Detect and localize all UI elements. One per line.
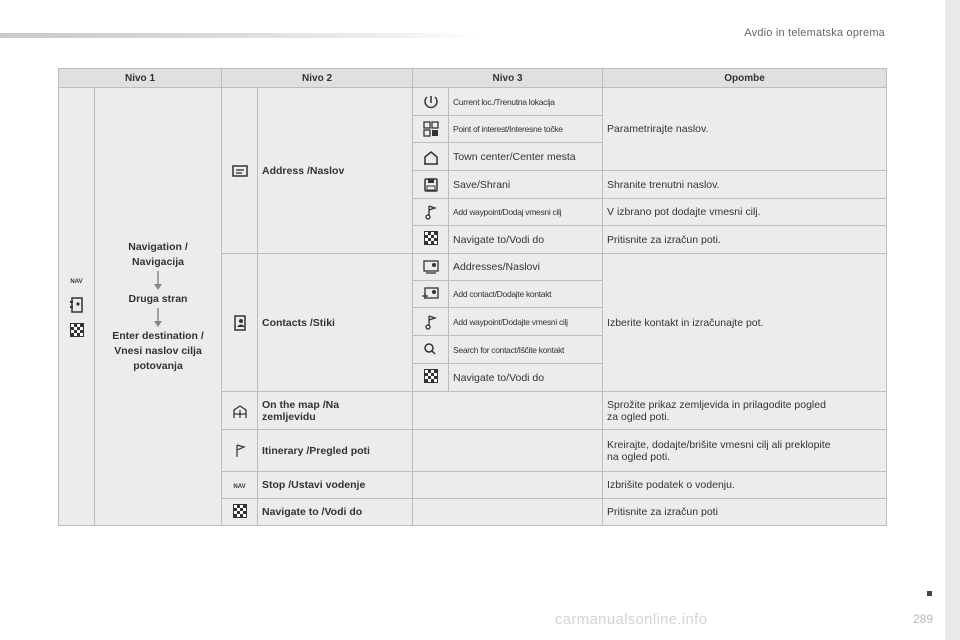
- checkered-flag-icon: [70, 323, 84, 337]
- address-item-save: Save/Shrani: [449, 171, 603, 199]
- contacts-book-icon: [63, 297, 90, 313]
- address-item-current-loc: Current loc./Trenutna lokacija: [449, 88, 603, 116]
- contacts-label: Contacts /Stiki: [258, 254, 413, 392]
- map-icon: [232, 403, 248, 419]
- nav-badge: NAV: [70, 278, 83, 285]
- contacts-icon: [233, 315, 247, 331]
- contacts-item-addresses: Addresses/Naslovi: [449, 254, 603, 281]
- contacts-item-navigate: Navigate to/Vodi do: [449, 364, 603, 392]
- level1-line-6: potovanja: [133, 359, 183, 372]
- flag-icon: [424, 369, 438, 383]
- address-note-save: Shranite trenutni naslov.: [603, 171, 887, 199]
- header-opombe: Opombe: [603, 69, 887, 88]
- poi-icon: [423, 121, 439, 137]
- header-nivo-2: Nivo 2: [222, 69, 413, 88]
- address-label: Address /Naslov: [258, 88, 413, 254]
- header-bar: [0, 33, 480, 38]
- waypoint-icon: [423, 204, 439, 220]
- row-map-label: On the map /Na zemljevidu: [258, 392, 413, 430]
- row-navigate-label: Navigate to /Vodi do: [258, 499, 413, 526]
- add-contact-icon: [422, 287, 440, 301]
- level1-line-2: Navigacija: [132, 255, 184, 268]
- section-title: Avdio in telematska oprema: [744, 27, 885, 39]
- level1-line-5: Vnesi naslov cilja: [114, 344, 202, 357]
- page-edge-strip: [945, 0, 960, 640]
- level1-navigation: [95, 88, 222, 526]
- arrow-down-icon: [153, 271, 163, 291]
- address-note-navigate: Pritisnite za izračun poti.: [603, 226, 887, 254]
- address-item-poi: Point of interest/Interesne točke: [449, 116, 603, 143]
- address-item-town-center: Town center/Center mesta: [449, 143, 603, 171]
- address-note: Parametrirajte naslov.: [603, 88, 887, 171]
- address-note-waypoint: V izbrano pot dodajte vmesni cilj.: [603, 199, 887, 226]
- level1-line-4: Enter destination /: [112, 329, 204, 342]
- row-map-note: Sprožite prikaz zemljevida in prilagodite pogled za ogled poti.: [603, 392, 887, 430]
- town-icon: [423, 149, 439, 165]
- table-header-row: [59, 69, 887, 88]
- save-icon: [424, 178, 438, 192]
- flag-icon: [424, 231, 438, 245]
- arrow-down-icon: [153, 308, 163, 328]
- row-stop-note: Izbrišite podatek o vodenju.: [603, 472, 887, 499]
- address-item-navigate: Navigate to/Vodi do: [449, 226, 603, 254]
- nav-badge: NAV: [233, 483, 246, 490]
- contacts-address-icon: [422, 259, 440, 275]
- location-icon: [423, 94, 439, 110]
- header-nivo-1: Nivo 1: [59, 69, 222, 88]
- contacts-item-waypoint: Add waypoint/Dodajte vmesni cilj: [449, 308, 603, 336]
- page-marker: [927, 591, 932, 596]
- contacts-note: Izberite kontakt in izračunajte pot.: [603, 254, 887, 392]
- contacts-item-search: Search for contact/Iščite kontakt: [449, 336, 603, 364]
- search-contact-icon: [422, 342, 440, 358]
- row-navigate-note: Pritisnite za izračun poti: [603, 499, 887, 526]
- row-stop-label: Stop /Ustavi vodenje: [258, 472, 413, 499]
- row-itinerary-note: Kreirajte, dodajte/brišite vmesni cilj ali preklopite na ogled poti.: [603, 430, 887, 472]
- itinerary-flag-icon: [233, 444, 247, 458]
- level1-icons: [59, 88, 95, 526]
- level1-line-3: Druga stran: [128, 292, 188, 305]
- header-nivo-3: Nivo 3: [413, 69, 603, 88]
- address-keyboard-icon: [232, 164, 248, 178]
- contacts-item-add-contact: Add contact/Dodajte kontakt: [449, 281, 603, 308]
- page-number: 289: [913, 612, 934, 626]
- address-item-waypoint: Add waypoint/Dodaj vmesni cilj: [449, 199, 603, 226]
- level1-line-1: Navigation /: [128, 240, 188, 253]
- watermark: carmanualsonline.info: [555, 611, 708, 628]
- menu-table: [58, 68, 887, 526]
- flag-icon: [233, 504, 247, 518]
- row-itinerary-label: Itinerary /Pregled poti: [258, 430, 413, 472]
- waypoint-icon: [423, 314, 439, 330]
